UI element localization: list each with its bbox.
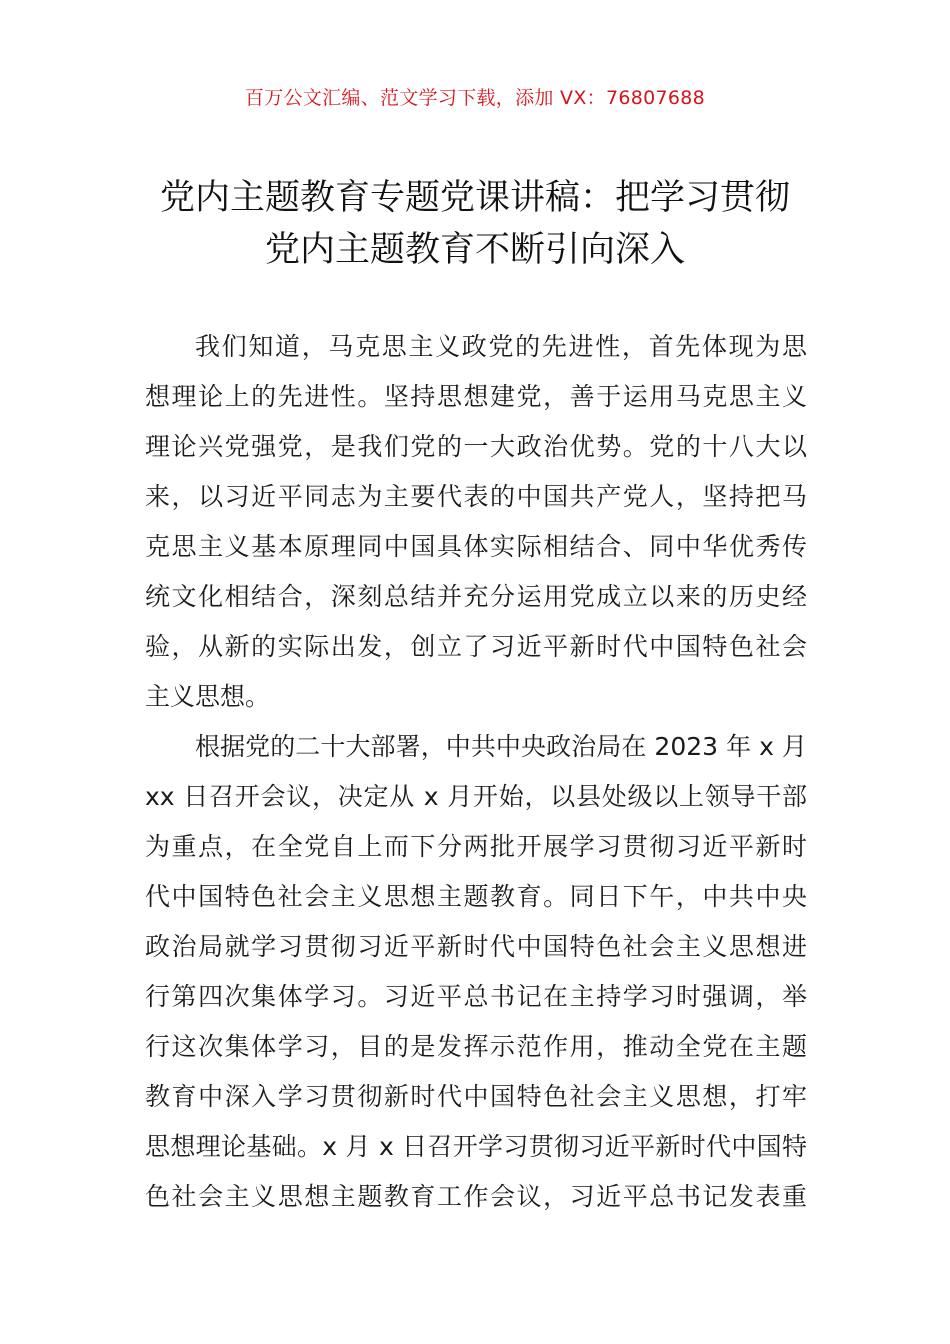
paragraph-line: 色社会主义思想主题教育工作会议，习近平总书记发表重: [145, 1182, 807, 1211]
paragraph-line: 验，从新的实际出发，创立了习近平新时代中国特色社会: [145, 632, 807, 661]
paragraph-line: 为重点，在全党自上而下分两批开展学习贯彻习近平新时: [145, 832, 807, 861]
paragraph-line: 统文化相结合，深刻总结并充分运用党成立以来的历史经: [145, 582, 807, 611]
paragraph-line: xx 日召开会议，决定从 x 月开始，以县处级以上领导干部: [145, 782, 807, 811]
document-body: [145, 322, 807, 1222]
paragraph-line: 想理论上的先进性。坚持思想建党，善于运用马克思主义: [145, 382, 807, 411]
paragraph-line: 政治局就学习贯彻习近平新时代中国特色社会主义思想进: [145, 932, 807, 961]
document-title: [140, 172, 810, 276]
title-line-2: 党内主题教育不断引向深入: [264, 230, 685, 270]
paragraph-line: 来，以习近平同志为主要代表的中国共产党人，坚持把马: [145, 482, 807, 511]
paragraph-line: 理论兴党强党，是我们党的一大政治优势。党的十八大以: [145, 432, 807, 461]
paragraph-2: [145, 722, 807, 1222]
paragraph-line: 代中国特色社会主义思想主题教育。同日下午，中共中央: [145, 882, 807, 911]
paragraph-line: 行这次集体学习，目的是发挥示范作用，推动全党在主题: [145, 1032, 807, 1061]
paragraph-line: 根据党的二十大部署，中共中央政治局在 2023 年 x 月: [195, 732, 807, 761]
paragraph-line: 行第四次集体学习。习近平总书记在主持学习时强调，举: [145, 982, 807, 1011]
paragraph-1: [145, 322, 807, 722]
paragraph-line: 思想理论基础。x 月 x 日召开学习贯彻习近平新时代中国特: [145, 1132, 807, 1161]
paragraph-line: 主义思想。: [145, 682, 271, 711]
paragraph-line: 我们知道，马克思主义政党的先进性，首先体现为思: [195, 332, 807, 361]
header-note: 百万公文汇编、范文学习下载，添加 VX：76807688: [244, 87, 706, 109]
paragraph-line: 教育中深入学习贯彻新时代中国特色社会主义思想，打牢: [145, 1082, 807, 1111]
paragraph-line: 克思主义基本原理同中国具体实际相结合、同中华优秀传: [145, 532, 807, 561]
title-line-1: 党内主题教育专题党课讲稿：把学习贯彻: [159, 178, 790, 218]
